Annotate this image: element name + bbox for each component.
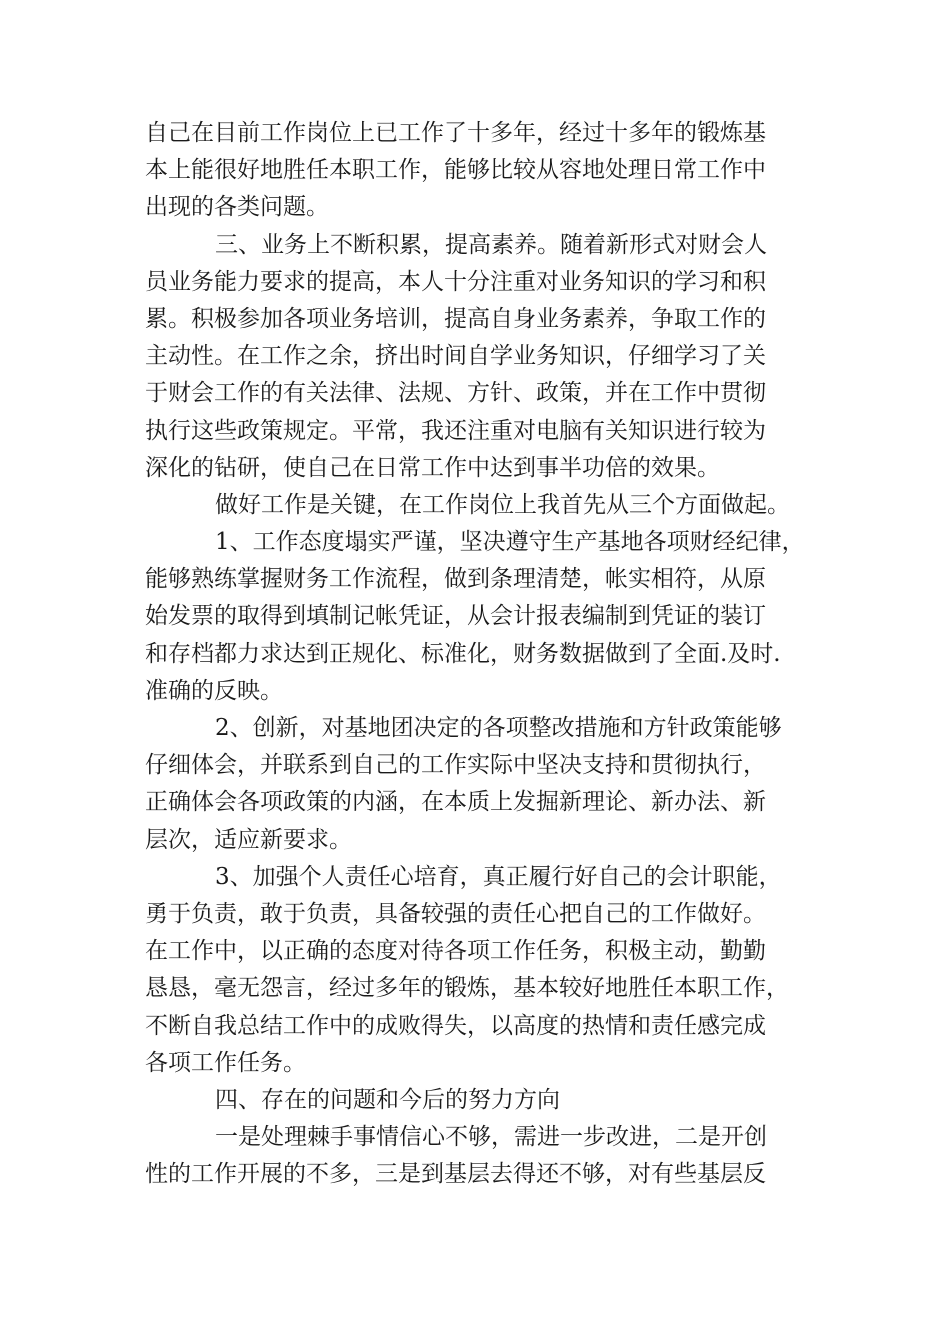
text-line: 1、工作态度塌实严谨，坚决遵守生产基地各项财经纪律，: [215, 529, 805, 556]
text-line: 仔细体会，并联系到自己的工作实际中坚决支持和贯彻执行，: [145, 752, 766, 779]
text-line: 执行这些政策规定。平常，我还注重对电脑有关知识进行较为: [145, 417, 766, 444]
text-line: 性的工作开展的不多，三是到基层去得还不够，对有些基层反: [145, 1161, 766, 1188]
text-line: 出现的各类问题。: [145, 194, 329, 221]
text-line: 深化的钻研，使自己在日常工作中达到事半功倍的效果。: [145, 454, 720, 481]
text-line: 正确体会各项政策的内涵，在本质上发掘新理论、新办法、新: [145, 789, 766, 816]
text-line: 始发票的取得到填制记帐凭证，从会计报表编制到凭证的装订: [145, 603, 766, 630]
text-line: 2、创新，对基地团决定的各项整改措施和方针政策能够: [215, 715, 782, 741]
text-line: 勇于负责，敢于负责，具备较强的责任心把自己的工作做好。: [145, 900, 766, 927]
text-line: 自己在目前工作岗位上已工作了十多年，经过十多年的锻炼基: [145, 120, 766, 146]
text-line: 一是处理棘手事情信心不够，需进一步改进，二是开创: [215, 1124, 767, 1151]
text-line: 于财会工作的有关法律、法规、方针、政策，并在工作中贯彻: [145, 380, 766, 407]
document-body: [145, 115, 805, 1193]
text-line: 不断自我总结工作中的成败得失，以高度的热情和责任感完成: [145, 1012, 766, 1039]
text-line: 恳恳，毫无怨言，经过多年的锻炼，基本较好地胜任本职工作，: [145, 975, 789, 1002]
text-line: 各项工作任务。: [145, 1049, 306, 1076]
text-line: 和存档都力求达到正规化、标准化，财务数据做到了全面.及时.: [145, 640, 781, 667]
text-line: 四、存在的问题和今后的努力方向: [215, 1086, 560, 1113]
text-line: 三、业务上不断积累，提高素养。随着新形式对财会人: [215, 231, 767, 258]
text-line: 本上能很好地胜任本职工作，能够比较从容地处理日常工作中: [145, 157, 766, 184]
text-line: 层次，适应新要求。: [145, 826, 352, 853]
text-line: 主动性。在工作之余，挤出时间自学业务知识，仔细学习了关: [145, 343, 766, 370]
text-line: 能够熟练掌握财务工作流程，做到条理清楚，帐实相符，从原: [145, 566, 766, 593]
text-line: 3、加强个人责任心培育，真正履行好自己的会计职能，: [215, 863, 782, 890]
text-line: 累。积极参加各项业务培训，提高自身业务素养，争取工作的: [145, 305, 766, 332]
text-line: 准确的反映。: [145, 677, 283, 704]
text-line: 员业务能力要求的提高，本人十分注重对业务知识的学习和积: [145, 268, 766, 295]
text-line: 在工作中，以正确的态度对待各项工作任务，积极主动，勤勤: [145, 938, 766, 965]
text-line: 做好工作是关键，在工作岗位上我首先从三个方面做起。: [215, 491, 790, 518]
